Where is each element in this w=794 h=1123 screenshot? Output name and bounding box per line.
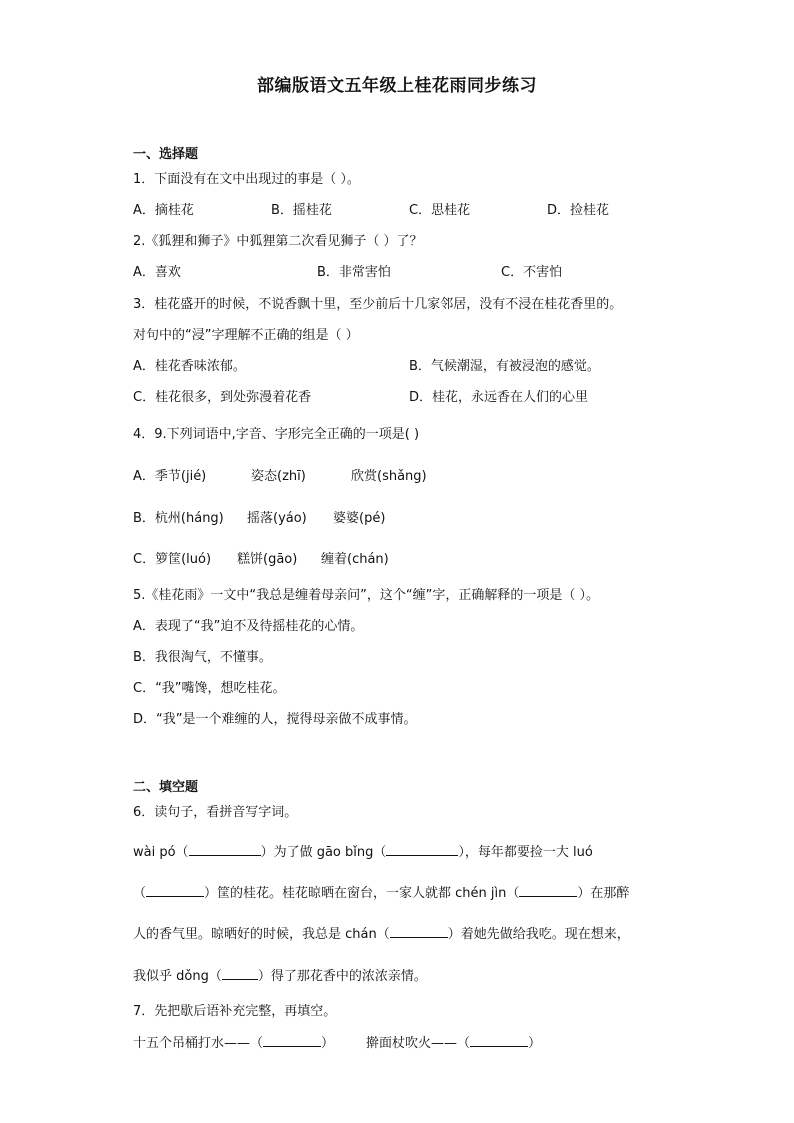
q6-l1-text-b: ）为了做 gāo bǐng（	[260, 845, 387, 860]
question-2-stem: 2.《狐狸和狮子》中狐狸第二次看见狮子（ ）了？	[133, 234, 423, 249]
q6-line-3	[133, 925, 630, 944]
q4-option-b-word3: 婆婆(pé)	[333, 511, 386, 526]
blank-gaobing[interactable]	[386, 843, 458, 856]
q6-l1-text-c: ），每年都要捡一大 luó	[458, 845, 593, 860]
q4-option-a-word2: 姿态(zhī)	[251, 469, 306, 484]
q7-proverb-2	[366, 1034, 541, 1053]
q3-option-d: D．桂花，永远香在人们的心里	[409, 390, 589, 405]
q6-l4-text-b: ）得了那花香中的浓浓亲情。	[257, 969, 427, 984]
q4-option-c-word3: 缠着(chán)	[321, 552, 389, 567]
blank-chenjin[interactable]	[519, 884, 577, 897]
q6-l3-text-a: 人的香气里。晾晒好的时候，我总是 chán（	[133, 927, 390, 942]
blank-dong[interactable]	[222, 967, 258, 980]
q5-option-c: C．“我”嘴馋，想吃桂花。	[133, 681, 286, 696]
question-5-stem: 5.《桂花雨》一文中“我总是缠着母亲问”，这个“缠”字，正确解释的一项是（ ）。	[133, 588, 599, 603]
q1-option-c: C．思桂花	[409, 203, 471, 218]
question-1-stem: 1．下面没有在文中出现过的事是（ ）。	[133, 172, 360, 187]
q3-option-a: A．桂花香味浓郁。	[133, 359, 246, 374]
q4-option-a-word3: 欣赏(shǎng)	[351, 469, 427, 484]
q6-l2-text-a: （	[133, 886, 147, 901]
q3-option-c: C．桂花很多，到处弥漫着花香	[133, 390, 312, 405]
q3-option-b: B．气候潮湿，有被浸泡的感觉。	[409, 359, 600, 374]
q7-p2-close: ）	[528, 1036, 542, 1051]
q6-l2-text-b: ）筐的桂花。桂花晾晒在窗台，一家人就都 chén jìn（	[204, 886, 520, 901]
q2-option-b: B．非常害怕	[317, 265, 391, 280]
q6-l1-text-a: wài pó（	[133, 845, 189, 860]
q5-option-b: B．我很淘气，不懂事。	[133, 650, 272, 665]
blank-proverb-2[interactable]	[470, 1034, 528, 1047]
q7-p1-text: 十五个吊桶打水——（	[133, 1036, 264, 1051]
question-6-stem: 6．读句子，看拼音写字词。	[133, 805, 298, 820]
q1-option-d: D．捡桂花	[547, 203, 610, 218]
q1-option-b: B．摇桂花	[271, 203, 332, 218]
q2-option-a: A．喜欢	[133, 265, 181, 280]
q4-option-c-word2: 糕饼(gāo)	[237, 552, 298, 567]
q7-proverb-1	[133, 1034, 334, 1053]
question-4-stem: 4．9.下列词语中,字音、字形完全正确的一项是( )	[133, 427, 420, 442]
q4-option-b-word1: B．杭州(háng)	[133, 511, 224, 526]
q2-option-c: C．不害怕	[501, 265, 563, 280]
blank-luo[interactable]	[146, 884, 204, 897]
blank-chan[interactable]	[390, 925, 448, 938]
q5-option-a: A．表现了“我”迫不及待摇桂花的心情。	[133, 619, 364, 634]
q6-l2-text-c: ）在那醉	[577, 886, 630, 901]
q4-option-b-word2: 摇落(yáo)	[247, 511, 307, 526]
q6-line-4	[133, 967, 427, 986]
q6-l3-text-b: ）着她先做给我吃。现在想来，	[447, 927, 630, 942]
question-3-stem-line1: 3．桂花盛开的时候，不说香飘十里，至少前后十几家邻居，没有不浸在桂花香里的。	[133, 297, 623, 312]
q4-option-a-word1: A．季节(jié)	[133, 469, 207, 484]
blank-proverb-1[interactable]	[263, 1034, 321, 1047]
q7-p2-text: 擀面杖吹火——（	[366, 1036, 471, 1051]
q7-p1-close: ）	[321, 1036, 335, 1051]
question-3-stem-line2: 对句中的“浸”字理解不正确的组是（ ）	[133, 328, 359, 343]
q6-l4-text-a: 我似乎 dǒng（	[133, 969, 222, 984]
q5-option-d: D．“我”是一个难缠的人，搅得母亲做不成事情。	[133, 712, 417, 727]
q6-line-1	[133, 843, 593, 862]
blank-waipo[interactable]	[189, 843, 261, 856]
section-heading-fill: 二、填空题	[133, 780, 199, 795]
page-title: 部编版语文五年级上桂花雨同步练习	[257, 76, 537, 96]
section-heading-choice: 一、选择题	[133, 147, 199, 162]
q4-option-c-word1: C．箩筐(luó)	[133, 552, 212, 567]
q1-option-a: A．摘桂花	[133, 203, 194, 218]
q6-line-2	[133, 884, 629, 903]
question-7-stem: 7．先把歇后语补充完整，再填空。	[133, 1004, 337, 1019]
